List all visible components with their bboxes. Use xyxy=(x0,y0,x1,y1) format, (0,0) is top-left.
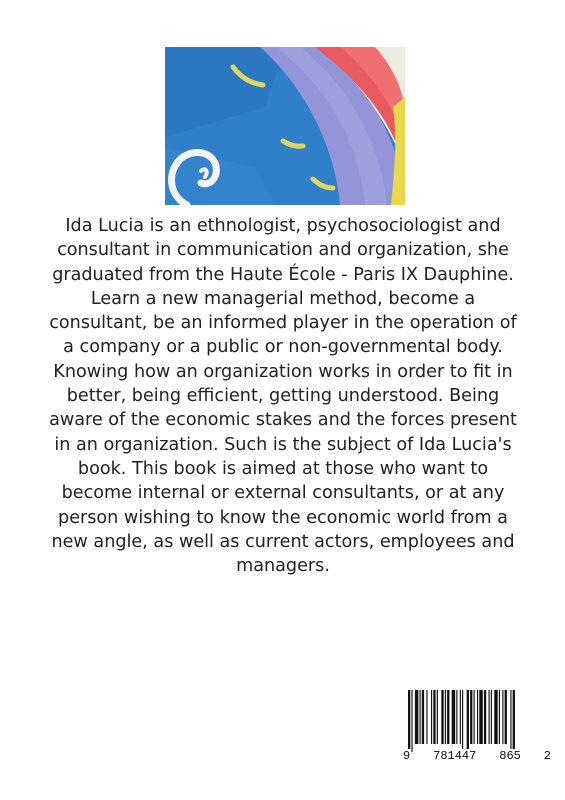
bottom-margin xyxy=(0,779,565,800)
isbn-group-2: 865 xyxy=(499,749,521,763)
isbn-group-3: 2 xyxy=(543,749,551,763)
cover-painting-image xyxy=(165,47,405,205)
isbn-barcode xyxy=(402,690,552,761)
book-description: Ida Lucia is an ethnologist, psychosociologist and consultant in communication and organization, she graduated from the Haute École - Paris IX Dauphine. Learn a new managerial method, become a consultant, be an informed player in the operation of a company or a public or non-governmental body. Knowing how an organization works in order to fit in better, being efficient, getting understood. Being aware of the economic stakes and the forces present in an organization. Such is the subject of Ida Lucia's book. This book is aimed at those who want to become internal or external consultants, or at any person wishing to know the economic world from a new angle, as well as current actors, employees and managers. xyxy=(49,216,517,577)
isbn-number xyxy=(402,749,552,763)
isbn-prefix: 9 xyxy=(403,749,411,763)
isbn-group-1: 781447 xyxy=(433,749,477,763)
